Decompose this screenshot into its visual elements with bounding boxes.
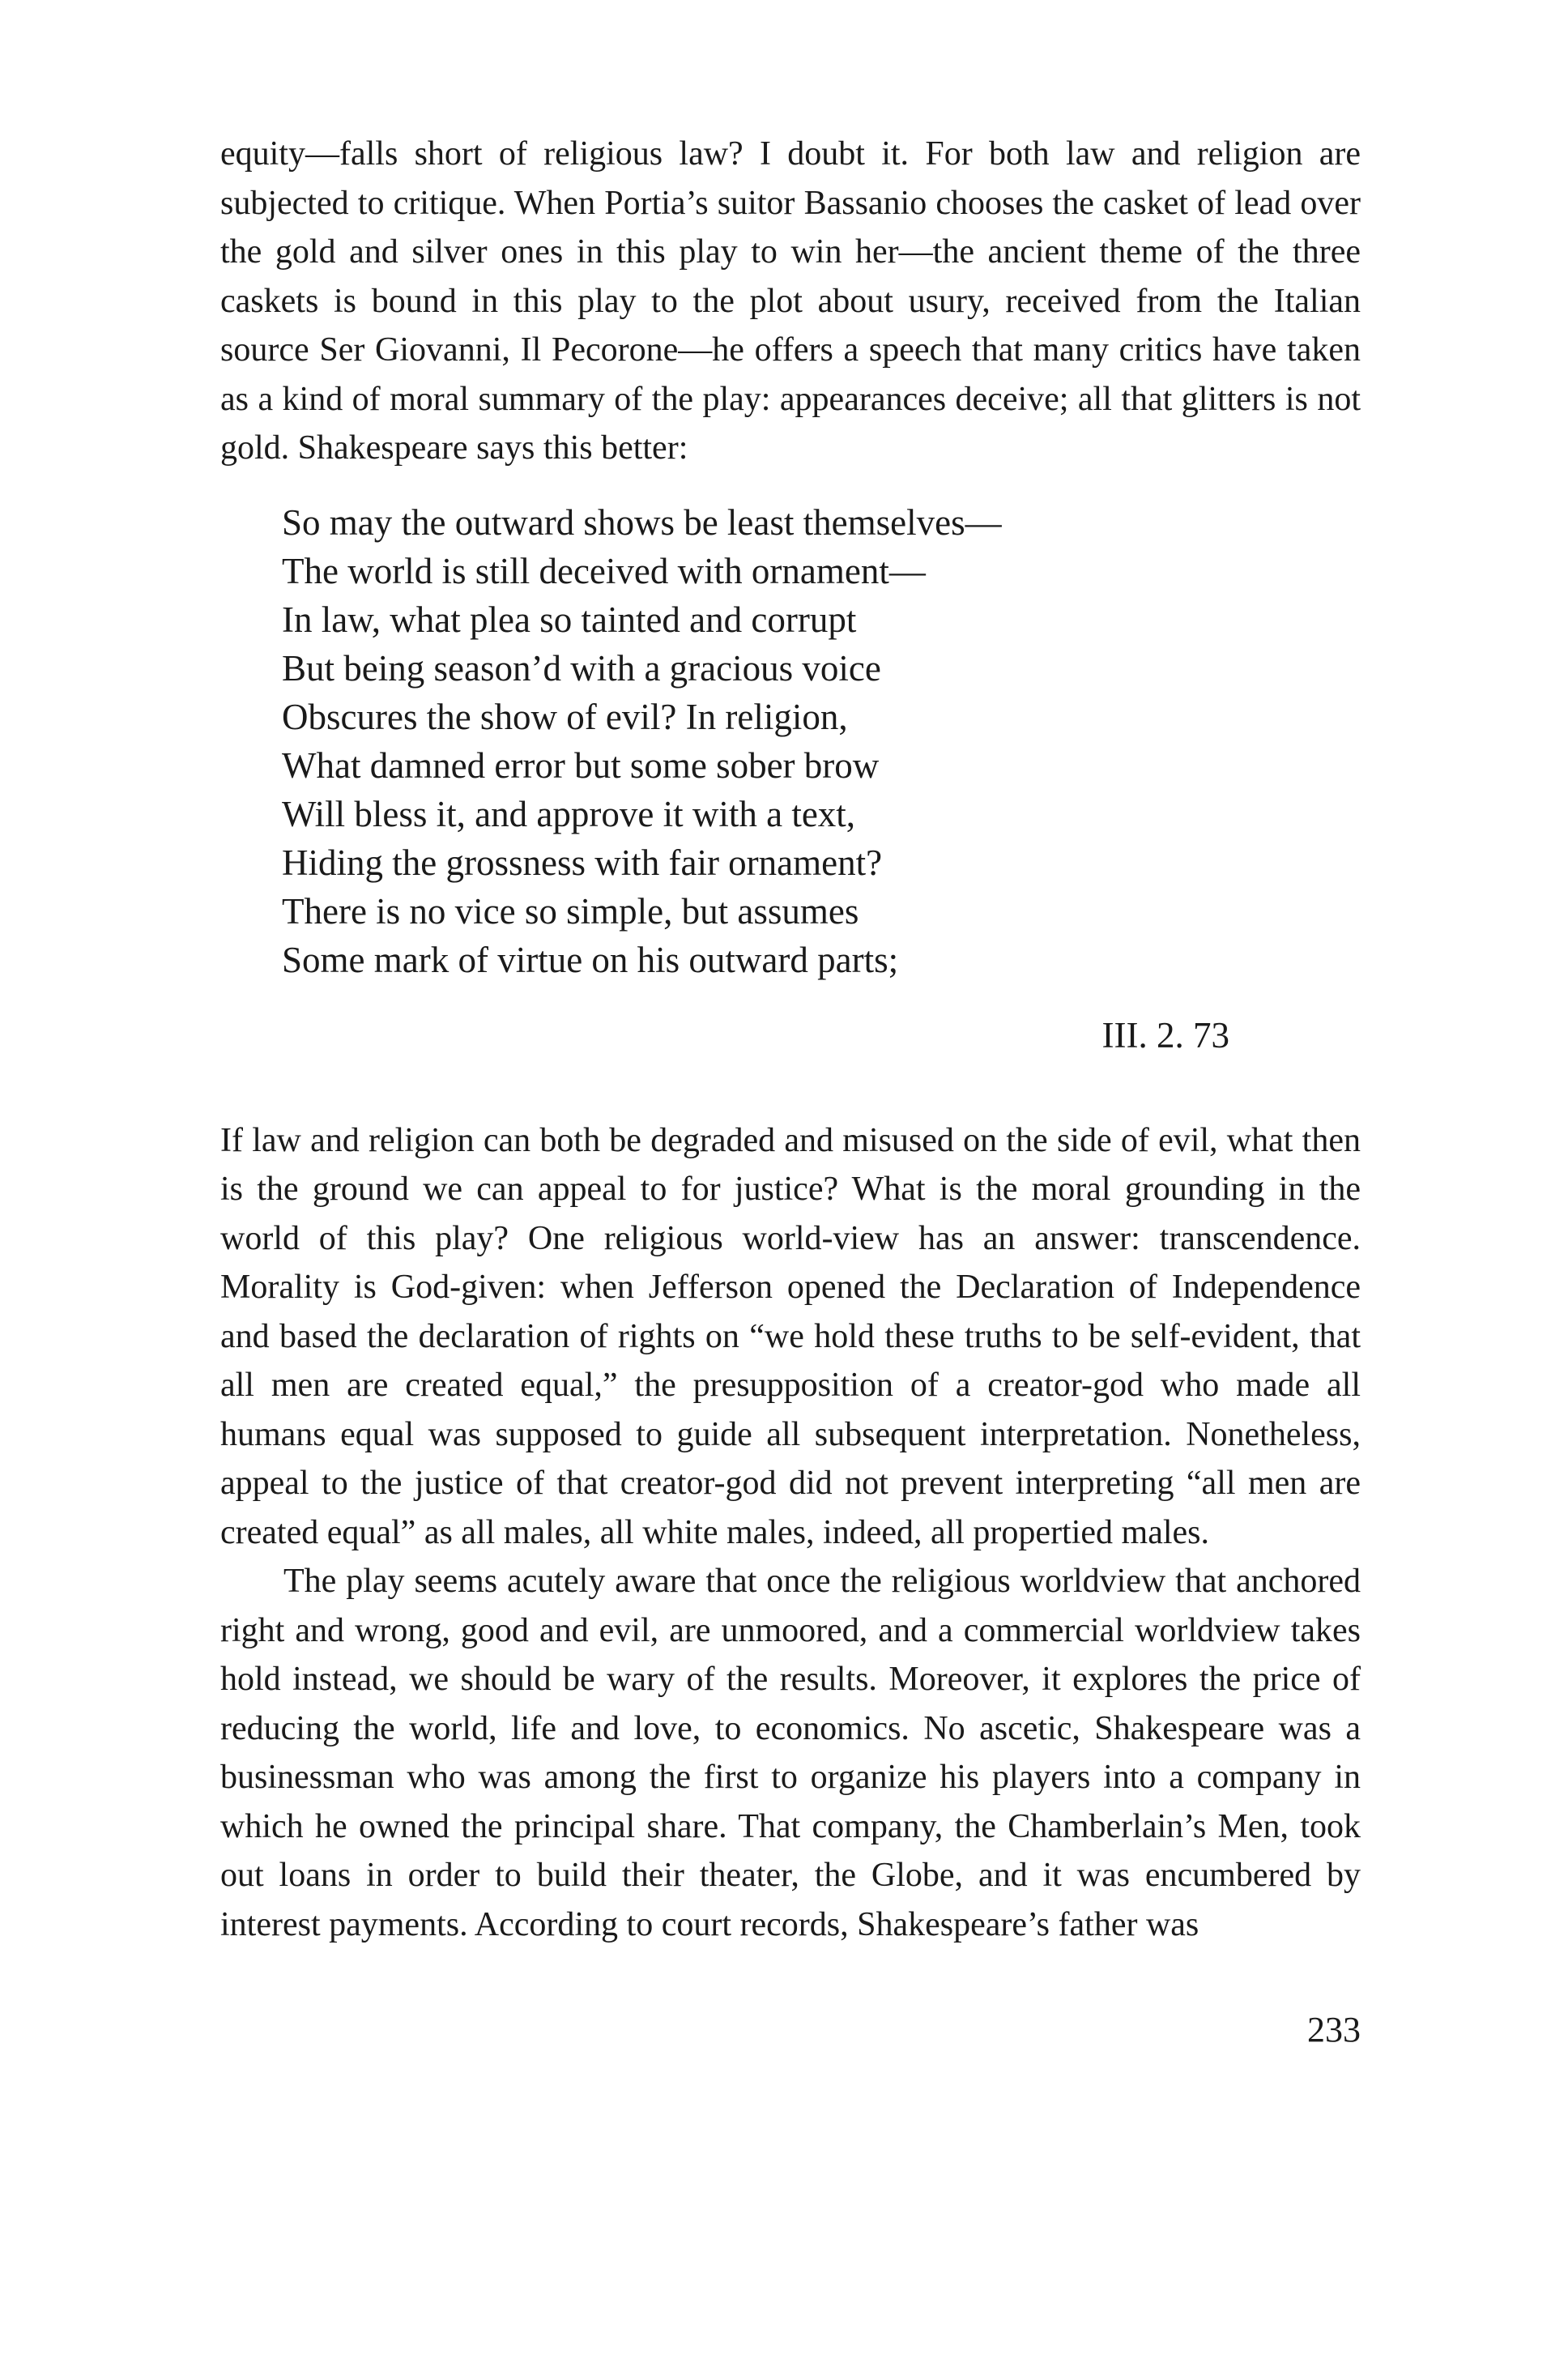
- paragraph: If law and religion can both be degraded and misused on the side of evil, what then is the ground we can appeal to for justice? What is the moral grounding in the world of this play? One religious world-view has an answer: transcendence. Morality is God-given: when Jefferson opened the Declaration of Independence and based the declaration of rights on “we hold these truths to be self-evident, that all men are created equal,” the presupposition of a creator-god who made all humans equal was supposed to guide all subsequent interpretation. Nonetheless, appeal to the justice of that creator-god did not prevent interpreting “all men are created equal” as all males, all white males, indeed, all propertied males.: [220, 1121, 1361, 1551]
- verse-line: So may the outward shows be least themselves—: [282, 501, 1002, 543]
- verse-line: Obscures the show of evil? In religion,: [282, 696, 848, 737]
- verse-line: Will bless it, and approve it with a text,: [282, 793, 856, 834]
- verse-quotation: [220, 498, 1361, 984]
- page-number: 233: [1307, 2010, 1361, 2049]
- book-page: [220, 130, 1361, 2054]
- verse-line: There is no vice so simple, but assumes: [282, 890, 859, 932]
- verse-line: But being season’d with a gracious voice: [282, 647, 881, 689]
- paragraph: The play seems acutely aware that once the religious worldview that anchored right and wrong, good and evil, are unmoored, and a commercial worldview takes hold instead, we should be wary of the results. Moreover, it explores the price of reducing the world, life and love, to economics. No ascetic, Shakespeare was a businessman who was among the first to organize his players into a company in which he owned the principal share. That company, the Chamberlain’s Men, took out loans in order to build their theater, the Globe, and it was encumbered by interest payments. According to court records, Shakespeare’s father was: [220, 1563, 1361, 1943]
- verse-line: The world is still deceived with ornament—: [282, 550, 926, 591]
- paragraph-continued: equity—falls short of religious law? I doubt it. For both law and religion are subjected to critique. When Portia’s suitor Bassanio chooses the casket of lead over the gold and silver ones in this play to win her—the ancient theme of the three caskets is bound in this play to the plot about usury, received from the Italian source Ser Giovanni, Il Pecorone—he offers a speech that many critics have taken as a kind of moral summary of the play: appearances deceive; all that glitters is not gold. Shakespeare says this better:: [220, 135, 1361, 467]
- verse-line: Hiding the grossness with fair ornament?: [282, 842, 883, 883]
- verse-citation: III. 2. 73: [1101, 1014, 1229, 1056]
- verse-line: What damned error but some sober brow: [282, 744, 880, 786]
- verse-line: Some mark of virtue on his outward parts;: [282, 939, 899, 980]
- verse-line: In law, what plea so tainted and corrupt: [282, 599, 857, 640]
